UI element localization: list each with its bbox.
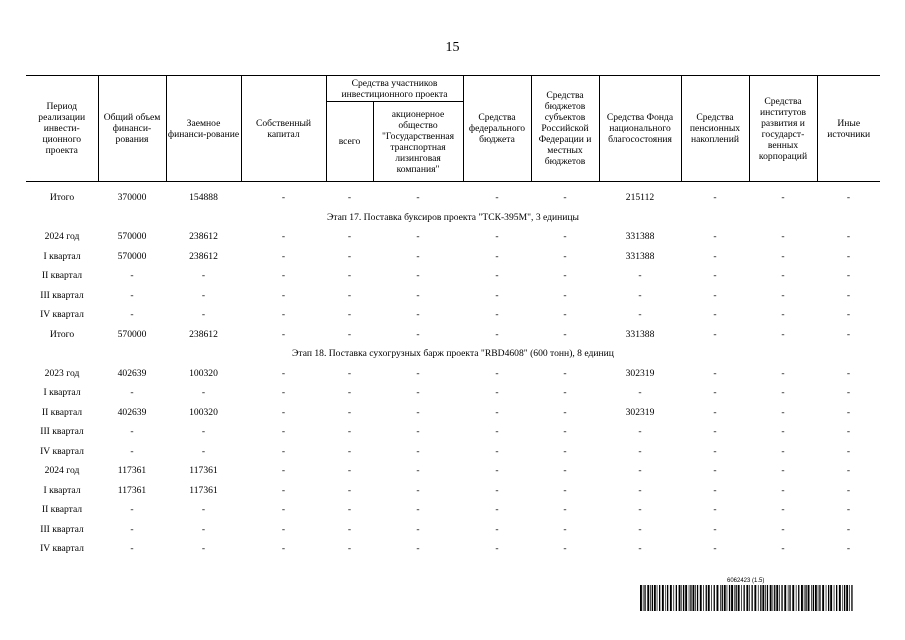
value-cell: - [563,465,567,477]
value-cell: - [416,192,420,204]
value-cell: - [416,367,420,379]
value-cell: - [846,504,851,516]
value-cell: 402639 [117,367,147,379]
value-cell: - [563,309,567,321]
value-cell: - [781,367,785,379]
value-cell: - [638,289,642,301]
value-cell: - [781,387,785,399]
value-cell: 570000 [117,250,147,262]
value-cell: - [201,426,206,438]
value-cell: - [347,270,352,282]
value-cell: - [781,406,785,418]
value-cell: - [281,445,286,457]
header-participants-total: всего [326,102,373,182]
value-cell: - [638,543,642,555]
value-cell: - [846,465,851,477]
value-cell: - [495,231,499,243]
header-other-sources: Иные источники [817,76,880,182]
financing-table-container [26,75,880,559]
header-institutes: Средства институтов развития и государст-венных корпораций [749,76,817,182]
value-cell: - [281,328,286,340]
value-cell: - [416,445,420,457]
value-cell: 215112 [625,192,655,204]
value-cell: - [846,250,851,262]
value-cell: - [347,465,352,477]
value-cell: - [638,484,642,496]
value-cell: - [563,504,567,516]
value-cell: - [713,309,717,321]
value-cell: - [281,309,286,321]
value-cell: - [281,484,286,496]
value-cell: - [201,289,206,301]
value-cell: - [495,523,499,535]
value-cell: - [416,309,420,321]
value-cell: 238612 [189,250,218,262]
header-participants: Средства участников инвестиционного проекта [326,76,463,102]
value-cell: - [781,309,785,321]
header-gtlk: акционерное общество "Государственная транспортная лизинговая компания" [373,102,463,182]
section-title: Этап 18. Поставка сухогрузных барж проекта "RBD4608" (600 тонн), 8 единиц [292,348,614,360]
header-loan-financing: Заемное финанси-рование [166,76,241,182]
value-cell: - [713,426,717,438]
value-cell: - [781,328,785,340]
value-cell: - [201,504,206,516]
value-cell: - [347,328,352,340]
value-cell: - [130,543,134,555]
page-number: 15 [445,40,460,55]
header-regional-budgets: Средства бюджетов субъектов Российской Федерации и местных бюджетов [531,76,599,182]
value-cell: - [416,328,420,340]
value-cell: - [347,406,352,418]
value-cell: - [281,387,286,399]
value-cell: - [416,270,420,282]
table-row [26,227,880,247]
value-cell: - [416,504,420,516]
value-cell: - [130,270,134,282]
period-cell: Итого [49,328,75,340]
value-cell: - [281,270,286,282]
table-row [26,500,880,520]
value-cell: - [713,367,717,379]
value-cell: - [563,426,567,438]
value-cell: - [846,270,851,282]
value-cell: - [130,504,134,516]
value-cell: - [638,426,642,438]
period-cell: 2024 год [44,465,80,477]
header-federal-budget: Средства федерального бюджета [463,76,531,182]
period-cell: II квартал [41,406,83,418]
value-cell: - [781,523,785,535]
value-cell: - [563,484,567,496]
value-cell: - [638,387,642,399]
value-cell: - [201,309,206,321]
value-cell: - [495,445,499,457]
value-cell: 370000 [117,192,147,204]
value-cell: - [781,465,785,477]
value-cell: - [781,192,785,204]
value-cell: - [846,523,851,535]
value-cell: - [347,309,352,321]
table-row [26,442,880,462]
value-cell: - [281,250,286,262]
value-cell: - [347,387,352,399]
value-cell: - [281,192,286,204]
value-cell: - [347,426,352,438]
value-cell: 302319 [625,367,655,379]
value-cell: - [563,328,567,340]
period-cell: I квартал [43,250,81,262]
table-row [26,461,880,481]
value-cell: - [846,289,851,301]
value-cell: - [347,504,352,516]
header-total-financing: Общий объем финанси-рования [98,76,166,182]
value-cell: - [563,445,567,457]
value-cell: - [781,270,785,282]
value-cell: - [347,523,352,535]
value-cell: 117361 [189,484,218,496]
value-cell: - [846,231,851,243]
value-cell: - [563,367,567,379]
period-cell: II квартал [41,504,83,516]
value-cell: - [416,289,420,301]
value-cell: - [347,289,352,301]
value-cell: - [130,523,134,535]
value-cell: 570000 [117,328,147,340]
table-row [26,266,880,286]
value-cell: - [495,367,499,379]
header-pension: Средства пенсионных накоплений [681,76,749,182]
value-cell: - [495,289,499,301]
period-cell: IV квартал [40,309,84,321]
period-cell: IV квартал [40,543,84,555]
value-cell: - [846,406,851,418]
value-cell: - [846,387,851,399]
value-cell: - [347,192,352,204]
value-cell: - [846,484,851,496]
table-row [26,481,880,501]
value-cell: 117361 [117,465,147,477]
value-cell: - [281,231,286,243]
value-cell: - [638,465,642,477]
value-cell: - [201,523,206,535]
value-cell: - [846,328,851,340]
value-cell: - [563,270,567,282]
value-cell: - [416,231,420,243]
period-cell: IV квартал [40,445,84,457]
value-cell: - [713,192,717,204]
value-cell: 331388 [625,231,655,243]
value-cell: 238612 [189,328,218,340]
value-cell: - [495,426,499,438]
value-cell: 570000 [117,231,147,243]
value-cell: 402639 [117,406,147,418]
value-cell: 117361 [117,484,147,496]
value-cell: - [713,484,717,496]
value-cell: - [281,289,286,301]
value-cell: - [416,543,420,555]
value-cell: - [781,231,785,243]
value-cell: - [416,465,420,477]
value-cell: 238612 [189,231,218,243]
value-cell: - [713,270,717,282]
value-cell: - [130,309,134,321]
value-cell: - [781,289,785,301]
value-cell: - [416,406,420,418]
table-row [26,325,880,345]
period-cell: 2023 год [44,367,80,379]
value-cell: - [495,309,499,321]
value-cell: - [201,445,206,457]
table-body [26,182,880,559]
value-cell: - [781,543,785,555]
value-cell: - [281,523,286,535]
value-cell: - [713,289,717,301]
table-row [26,422,880,442]
value-cell: - [347,543,352,555]
value-cell: - [347,250,352,262]
value-cell: - [495,484,499,496]
value-cell: - [563,289,567,301]
period-cell: 2024 год [44,231,80,243]
value-cell: - [416,484,420,496]
value-cell: - [563,250,567,262]
value-cell: 331388 [625,328,655,340]
value-cell: - [281,465,286,477]
value-cell: - [130,289,134,301]
value-cell: - [713,465,717,477]
value-cell: - [495,328,499,340]
table-row [26,247,880,267]
value-cell: - [281,367,286,379]
value-cell: - [846,309,851,321]
header-period: Период реализации инвести-ционного проекта [38,101,86,156]
value-cell: - [416,426,420,438]
value-cell: - [846,367,851,379]
table-row [26,403,880,423]
value-cell: - [713,250,717,262]
value-cell: - [416,250,420,262]
value-cell: - [201,270,206,282]
value-cell: - [781,504,785,516]
value-cell: - [563,387,567,399]
value-cell: - [495,270,499,282]
value-cell: 100320 [189,406,218,418]
period-cell: III квартал [40,426,84,438]
value-cell: - [201,387,206,399]
value-cell: - [781,426,785,438]
table-row [26,383,880,403]
value-cell: - [563,543,567,555]
value-cell: - [846,192,851,204]
value-cell: - [713,406,717,418]
value-cell: - [495,192,499,204]
value-cell: - [638,504,642,516]
value-cell: - [713,523,717,535]
value-cell: - [495,406,499,418]
value-cell: - [781,250,785,262]
value-cell: - [347,484,352,496]
value-cell: 117361 [189,465,218,477]
value-cell: - [638,445,642,457]
value-cell: - [281,504,286,516]
table-row [26,286,880,306]
value-cell: - [347,231,352,243]
value-cell: 302319 [625,406,655,418]
value-cell: - [130,445,134,457]
value-cell: 100320 [189,367,218,379]
period-cell: II квартал [41,270,83,282]
value-cell: - [713,231,717,243]
table-row [26,539,880,559]
period-cell: III квартал [40,289,84,301]
table-row [26,305,880,325]
value-cell: - [563,523,567,535]
period-cell: III квартал [40,523,84,535]
value-cell: - [416,387,420,399]
value-cell: - [281,426,286,438]
value-cell: - [638,270,642,282]
barcode-image [640,585,855,611]
value-cell: - [347,445,352,457]
value-cell: - [281,406,286,418]
value-cell: 331388 [625,250,655,262]
value-cell: - [713,543,717,555]
header-nwf: Средства Фонда национального благосостояния [599,76,681,182]
value-cell: 154888 [189,192,218,204]
header-own-capital: Собственный капитал [241,76,326,182]
value-cell: - [713,387,717,399]
value-cell: - [130,426,134,438]
value-cell: - [130,387,134,399]
value-cell: - [846,543,851,555]
value-cell: - [495,543,499,555]
barcode-text: 6062423 (1.5) [727,578,765,584]
value-cell: - [713,504,717,516]
section-row [26,344,880,364]
value-cell: - [638,309,642,321]
table-row [26,364,880,384]
value-cell: - [638,523,642,535]
section-title: Этап 17. Поставка буксиров проекта "ТСК-395М", 3 единицы [326,211,580,223]
value-cell: - [201,543,206,555]
period-cell: Итого [49,192,75,204]
table-header [26,76,880,182]
value-cell: - [495,387,499,399]
value-cell: - [713,445,717,457]
value-cell: - [563,192,567,204]
period-cell: I квартал [43,484,81,496]
value-cell: - [846,445,851,457]
value-cell: - [563,231,567,243]
value-cell: - [846,426,851,438]
value-cell: - [781,445,785,457]
value-cell: - [781,484,785,496]
value-cell: - [495,250,499,262]
table-row [26,188,880,208]
value-cell: - [347,367,352,379]
value-cell: - [495,465,499,477]
period-cell: I квартал [43,387,81,399]
value-cell: - [495,504,499,516]
section-row [26,208,880,228]
value-cell: - [281,543,286,555]
financing-table [26,75,880,559]
value-cell: - [416,523,420,535]
table-row [26,520,880,540]
value-cell: - [713,328,717,340]
value-cell: - [563,406,567,418]
